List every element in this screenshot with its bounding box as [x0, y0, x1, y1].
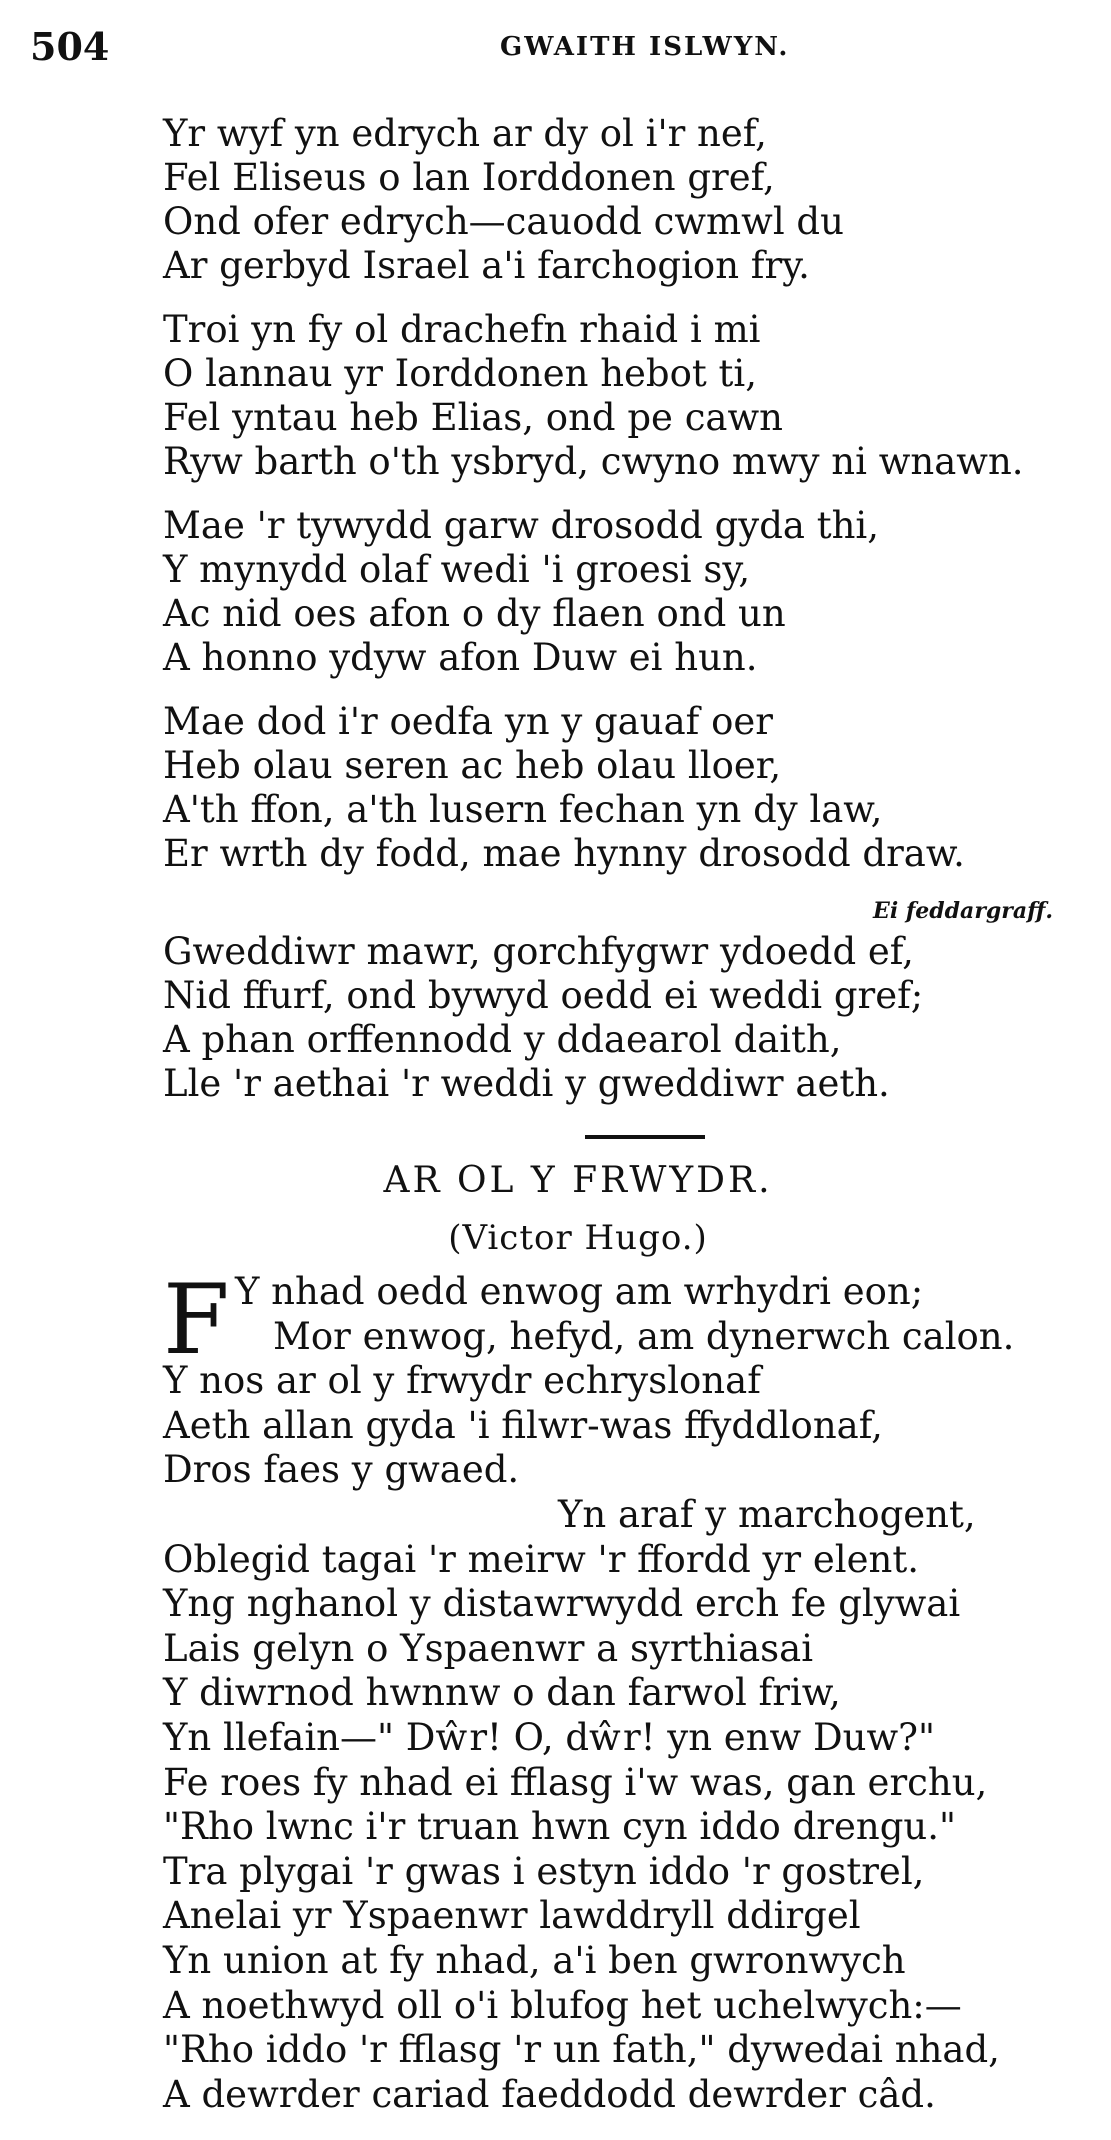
epitaph-label: Ei feddargraff. [873, 898, 1053, 924]
verse-line: Yn union at fy nhad, a'i ben gwronwych [163, 1938, 906, 1982]
poem-subtitle: (Victor Hugo.) [448, 1218, 708, 1258]
verse-line: Dros faes y gwaed. [163, 1448, 520, 1492]
section-divider [585, 1135, 705, 1139]
poem-title: AR OL Y FRWYDR. [383, 1160, 773, 1201]
verse-line: "Rho iddo 'r fflasg 'r un fath," dywedai nhad, [163, 2028, 1000, 2072]
verse-line: Oblegid tagai 'r meirw 'r ffordd yr elent. [163, 1537, 919, 1581]
verse-line: Ar gerbyd Israel a'i farchogion fry. [163, 244, 810, 287]
stanza [163, 112, 1063, 288]
verse-line: Yn araf y marchogent, [558, 1492, 976, 1536]
verse-line: Anelai yr Yspaenwr lawddryll ddirgel [163, 1894, 861, 1938]
verse-line: Heb olau seren ac heb olau lloer, [163, 744, 782, 787]
verse-line: Y mynydd olaf wedi 'i groesi sy, [163, 548, 751, 591]
verse-line: Fel yntau heb Elias, ond pe cawn [163, 396, 783, 439]
verse-line: Y nhad oedd enwog am wrhydri eon; [235, 1270, 924, 1313]
verse-line: Troi yn fy ol drachefn rhaid i mi [163, 308, 761, 351]
verse-line: Lle 'r aethai 'r weddi y gweddiwr aeth. [163, 1062, 890, 1105]
verse-line: Mor enwog, hefyd, am dynerwch calon. [273, 1314, 1015, 1358]
epitaph [163, 930, 1063, 1106]
running-head: GWAITH ISLWYN. [500, 32, 790, 62]
verse-line: Fel Eliseus o lan Iorddonen gref, [163, 156, 775, 199]
page-header [30, 24, 1080, 74]
verse-line: Gweddiwr mawr, gorchfygwr ydoedd ef, [163, 930, 914, 973]
verse-line: Yn llefain—" Dŵr! O, dŵr! yn enw Duw?" [163, 1715, 935, 1759]
verse-line: Ond ofer edrych—cauodd cwmwl du [163, 200, 844, 243]
verse-line: Yr wyf yn edrych ar dy ol i'r nef, [163, 112, 767, 155]
elegy-poem [163, 112, 1063, 876]
stanza [163, 504, 1063, 680]
drop-cap: F [163, 1264, 230, 1376]
stanza [163, 700, 1063, 876]
page-number: 504 [30, 24, 110, 69]
verse-line: Yng nghanol y distawrwydd erch fe glywai [163, 1582, 961, 1626]
verse-line: Er wrth dy fodd, mae hynny drosodd draw. [163, 832, 965, 875]
verse-line: Mae 'r tywydd garw drosodd gyda thi, [163, 504, 879, 547]
verse-line: Y nos ar ol y frwydr echryslonaf [163, 1359, 761, 1403]
verse-line: A phan orffennodd y ddaearol daith, [163, 1018, 842, 1061]
verse-line: A honno ydyw afon Duw ei hun. [163, 636, 758, 679]
verse-line: Lais gelyn o Yspaenwr a syrthiasai [163, 1626, 814, 1670]
verse-line: Aeth allan gyda 'i filwr-was ffyddlonaf, [163, 1403, 883, 1447]
verse-line: O lannau yr Iorddonen hebot ti, [163, 352, 757, 395]
verse-line: "Rho lwnc i'r truan hwn cyn iddo drengu." [163, 1805, 956, 1849]
ar-ol-y-frwydr-poem [163, 1264, 1083, 2117]
verse-line: Mae dod i'r oedfa yn y gauaf oer [163, 700, 773, 743]
verse-line: Ryw barth o'th ysbryd, cwyno mwy ni wnawn. [163, 440, 1024, 483]
verse-line: Ac nid oes afon o dy flaen ond un [163, 592, 786, 635]
verse-line: Tra plygai 'r gwas i estyn iddo 'r gostrel, [163, 1849, 925, 1893]
verse-line: A'th ffon, a'th lusern fechan yn dy law, [163, 788, 883, 831]
verse-line: A noethwyd oll o'i blufog het uchelwych:— [163, 1983, 962, 2027]
stanza [163, 308, 1063, 484]
verse-line: Nid ffurf, ond bywyd oedd ei weddi gref; [163, 974, 924, 1017]
verse-line: Y diwrnod hwnnw o dan farwol friw, [163, 1671, 841, 1715]
verse-line: Fe roes fy nhad ei fflasg i'w was, gan erchu, [163, 1760, 988, 1804]
verse-line: A dewrder cariad faeddodd dewrder câd. [163, 2072, 936, 2116]
